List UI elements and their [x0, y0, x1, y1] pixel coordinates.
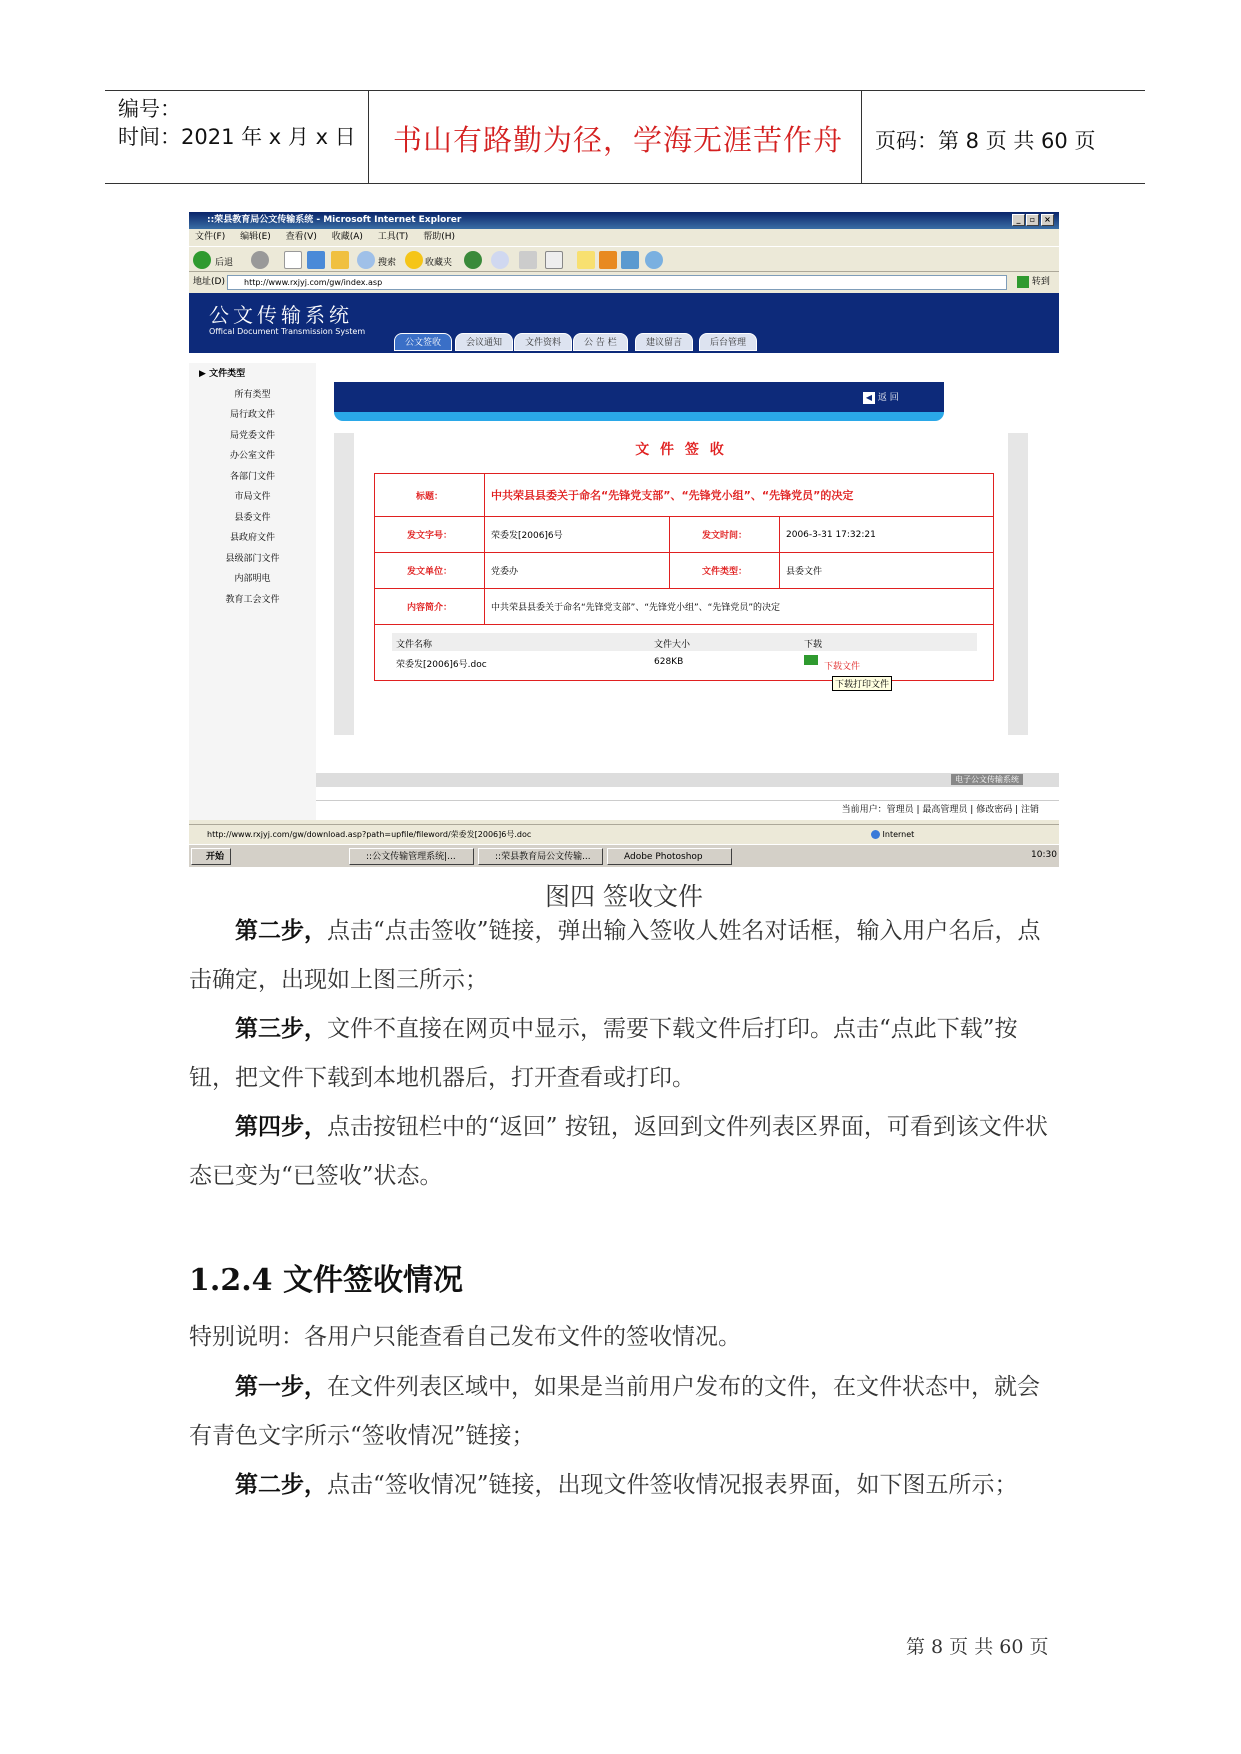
- browser-screenshot: [189, 212, 1059, 867]
- search-icon[interactable]: [357, 251, 375, 269]
- type-value: 县委文件: [780, 553, 994, 589]
- file-list-header: [392, 633, 977, 651]
- browser-toolbar: [189, 246, 1059, 272]
- address-bar: [189, 272, 1059, 292]
- sidebar-item-departments[interactable]: 各部门文件: [229, 472, 275, 482]
- panel-title: 文 件 签 收: [635, 442, 727, 458]
- number-label: 编号：: [118, 97, 181, 121]
- address-label: 地址(D): [193, 277, 225, 287]
- back-button[interactable]: ◀ 返 回: [863, 390, 899, 404]
- menu-bar: [189, 229, 1059, 246]
- footer-brand: 电子公文传输系统: [951, 774, 1023, 785]
- time-label: 时间：2021 年 x 月 x 日: [118, 125, 356, 149]
- header-divider: [368, 91, 369, 184]
- sidebar-item-bureau-party[interactable]: 局党委文件: [229, 431, 275, 441]
- header-divider: [861, 91, 862, 184]
- step-label: 第二步，: [235, 1471, 327, 1498]
- messenger-icon[interactable]: [645, 251, 663, 269]
- page-footer: 第 8 页 共 60 页: [906, 1636, 1049, 1658]
- globe-icon: [871, 830, 880, 839]
- menu-file[interactable]: 文件(F): [195, 232, 226, 242]
- task-item-photoshop[interactable]: Adobe Photoshop: [607, 848, 732, 865]
- title-label: 标题：: [375, 474, 485, 517]
- history-icon[interactable]: [464, 251, 482, 269]
- step-text: 点击按钮栏中的“返回” 按钮，返回到文件列表区界面，可看到该文件状态已变为“已签收”状态。: [189, 1114, 1048, 1189]
- app-banner: [189, 293, 1059, 353]
- section-heading: 1.2.4 文件签收情况: [189, 1263, 463, 1298]
- task-item-system[interactable]: ::公文传输管理系统|...: [349, 848, 474, 865]
- edit-icon[interactable]: [545, 251, 563, 269]
- docno-label: 发文字号：: [375, 517, 485, 553]
- col-name: 文件名称: [396, 640, 433, 650]
- go-button[interactable]: [1017, 274, 1055, 290]
- summary-label: 内容简介：: [375, 589, 485, 625]
- search-label[interactable]: 搜索: [378, 258, 397, 268]
- menu-help[interactable]: 帮助(H): [423, 232, 455, 242]
- step-label: 第二步，: [235, 917, 327, 944]
- forward-icon[interactable]: [251, 251, 269, 269]
- print-icon[interactable]: [519, 251, 537, 269]
- file-size: 628KB: [654, 657, 684, 667]
- sidebar: [189, 363, 316, 820]
- back-arrow-icon: ◀: [863, 392, 875, 404]
- unit-value: 党委办: [485, 553, 670, 589]
- change-password-link[interactable]: 修改密码: [976, 805, 1013, 815]
- file-name: 荣委发[2006]6号.doc: [396, 660, 487, 670]
- logout-link[interactable]: 注销: [1020, 805, 1039, 815]
- menu-tools[interactable]: 工具(T): [377, 232, 409, 242]
- go-icon: [1017, 276, 1029, 288]
- download-icon[interactable]: [804, 655, 818, 665]
- image-icon[interactable]: [621, 251, 639, 269]
- zone-label: Internet: [871, 825, 914, 844]
- refresh-icon[interactable]: [307, 251, 325, 269]
- status-url: http://www.rxjyj.com/gw/download.asp?path=upfile/fileword/荣委发[2006]6号.doc: [207, 830, 532, 839]
- sidebar-item-county-party[interactable]: 县委文件: [234, 513, 271, 523]
- col-size: 文件大小: [654, 640, 691, 650]
- window-title: ::荣县教育局公文传输系统 - Microsoft Internet Explorer: [207, 215, 462, 225]
- favorites-label[interactable]: 收藏夹: [425, 258, 453, 268]
- maximize-icon[interactable]: ▫: [1026, 214, 1039, 226]
- download-tooltip: 下载打印文件: [832, 676, 892, 691]
- paragraph-step2b: [189, 1460, 1059, 1510]
- taskbar: [189, 844, 1059, 867]
- web-page: [189, 293, 1059, 820]
- step-label: 第一步，: [235, 1373, 327, 1400]
- address-input[interactable]: http://www.rxjyj.com/gw/index.asp: [227, 275, 1007, 290]
- download-link[interactable]: 下载文件: [824, 662, 861, 672]
- back-label[interactable]: 后退: [215, 258, 234, 268]
- content-header-bar: [334, 382, 944, 412]
- current-user: 当前用户：管理员: [841, 805, 914, 815]
- step-label: 第三步，: [235, 1015, 327, 1042]
- sidebar-item-bureau-admin[interactable]: 局行政文件: [229, 410, 275, 420]
- title-value: 中共荣县县委关于命名“先锋党支部”、“先锋党小组”、“先锋党员”的决定: [485, 474, 994, 517]
- menu-view[interactable]: 查看(V): [285, 232, 317, 242]
- sidebar-item-county-gov[interactable]: 县政府文件: [229, 533, 275, 543]
- paragraph-step1b: [189, 1362, 1059, 1461]
- tab-docs[interactable]: 文件资料: [514, 333, 572, 351]
- status-bar: [189, 824, 1059, 843]
- step-text: 在文件列表区域中，如果是当前用户发布的文件，在文件状态中，就会有青色文字所示“签收情况”链接；: [189, 1374, 1040, 1449]
- sidebar-title: ▶ 文件类型: [199, 369, 246, 379]
- clock: 10:30: [1031, 850, 1057, 860]
- mail-icon[interactable]: [491, 251, 509, 269]
- window-titlebar: [189, 212, 1059, 229]
- sidebar-item-office[interactable]: 办公室文件: [229, 451, 275, 461]
- time-label: 发文时间：: [670, 517, 780, 553]
- tab-suggest[interactable]: 建议留言: [635, 333, 693, 351]
- step-label: 第四步，: [235, 1113, 327, 1140]
- unit-label: 发文单位：: [375, 553, 485, 589]
- docno-value: 荣委发[2006]6号: [485, 517, 670, 553]
- home-icon[interactable]: [331, 251, 349, 269]
- user-bar: 当前用户：管理员 | 最高管理员 | 修改密码 | 注销: [316, 800, 1059, 818]
- figure-caption: 图四 签收文件: [545, 882, 703, 911]
- menu-favorites[interactable]: 收藏(A): [331, 232, 363, 242]
- sign-panel: [334, 433, 1028, 735]
- stop-icon[interactable]: [284, 251, 302, 269]
- sidebar-item-telegram[interactable]: 内部明电: [234, 574, 271, 584]
- step-text: 点击“点击签收”链接，弹出输入签收人姓名对话框，输入用户名后，点击确定，出现如上图三所示；: [189, 918, 1041, 993]
- type-label: 文件类型：: [670, 553, 780, 589]
- sidebar-item-union[interactable]: 教育工会文件: [225, 595, 280, 605]
- menu-edit[interactable]: 编辑(E): [240, 232, 271, 242]
- step-text: 点击“签收情况”链接，出现文件签收情况报表界面，如下图五所示；: [327, 1472, 1018, 1498]
- paragraph-step2: [189, 906, 1059, 1005]
- paragraph-note: 特别说明：各用户只能查看自己发布文件的签收情况。: [189, 1324, 741, 1350]
- media-icon[interactable]: [599, 251, 617, 269]
- sidebar-item-county-dept[interactable]: 县级部门文件: [225, 554, 280, 564]
- arrow-icon: ▶: [199, 369, 210, 379]
- summary-value: 中共荣县县委关于命名“先锋党支部”、“先锋党小组”、“先锋党员”的决定: [485, 589, 994, 625]
- favorites-icon[interactable]: [405, 251, 423, 269]
- tab-sign[interactable]: 公文签收: [394, 333, 452, 351]
- step-text: 文件不直接在网页中显示，需要下载文件后打印。点击“点此下载”按钮，把文件下载到本地机器后，打开查看或打印。: [189, 1016, 1018, 1091]
- tab-notice[interactable]: 公 告 栏: [573, 333, 628, 351]
- tab-meeting[interactable]: 会议通知: [455, 333, 513, 351]
- paragraph-step4: [189, 1102, 1059, 1201]
- start-button[interactable]: 开始: [191, 848, 231, 865]
- folder-icon[interactable]: [577, 251, 595, 269]
- time-value: 2006-3-31 17:32:21: [780, 517, 994, 553]
- motto: 书山有路勤为径，学海无涯苦作舟: [393, 123, 844, 157]
- col-download: 下载: [804, 640, 823, 650]
- minimize-icon[interactable]: _: [1012, 214, 1025, 226]
- sidebar-item-city[interactable]: 市局文件: [234, 492, 271, 502]
- content-header-stripe: [334, 412, 944, 421]
- main-content: [316, 353, 1059, 820]
- back-icon[interactable]: [193, 251, 211, 269]
- task-item-ie[interactable]: ::荣县教育局公文传输...: [478, 848, 603, 865]
- close-icon[interactable]: ×: [1041, 214, 1054, 226]
- tab-admin[interactable]: 后台管理: [699, 333, 757, 351]
- footer-bar: [316, 773, 1059, 787]
- sidebar-item-all[interactable]: 所有类型: [234, 390, 271, 400]
- app-title: 公文传输系统: [209, 303, 353, 327]
- app-subtitle: Offical Document Transmission System: [209, 327, 366, 336]
- go-label: 转到: [1031, 277, 1050, 287]
- table-row: [392, 651, 977, 673]
- file-list: [392, 633, 977, 690]
- paragraph-step3: [189, 1004, 1059, 1103]
- page-info: 页码：第 8 页 共 60 页: [875, 129, 1096, 153]
- user-role: 最高管理员: [922, 805, 968, 815]
